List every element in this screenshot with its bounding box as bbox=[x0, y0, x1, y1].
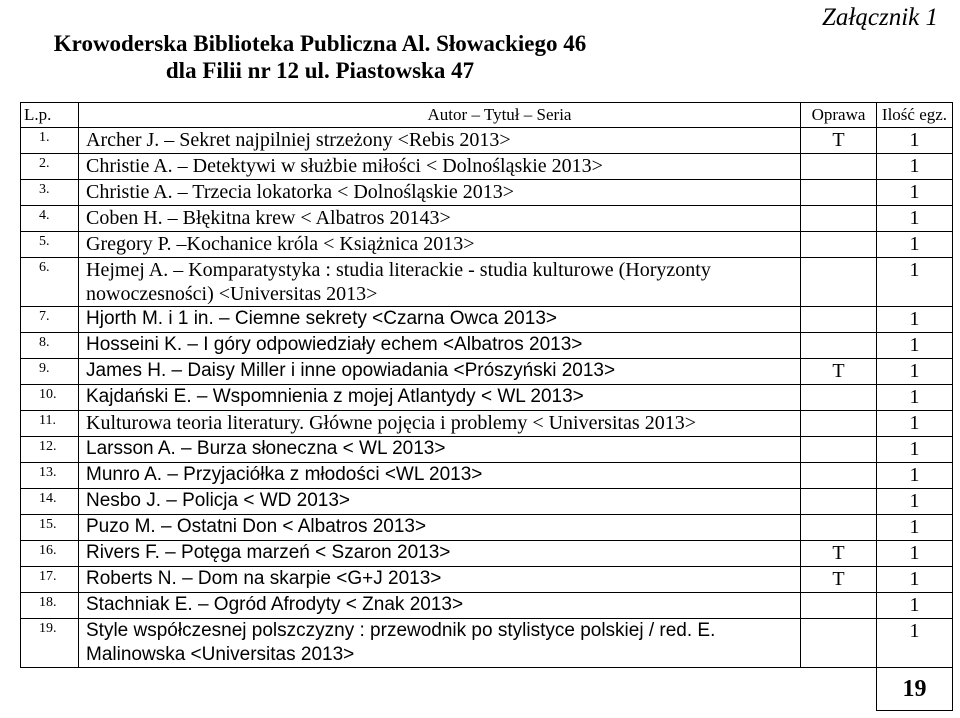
table-row bbox=[21, 593, 953, 619]
row-number: 2. bbox=[21, 154, 79, 180]
row-number: 19. bbox=[21, 619, 79, 668]
row-number: 8. bbox=[21, 333, 79, 359]
table-row bbox=[21, 180, 953, 206]
table-row bbox=[21, 463, 953, 489]
table-row bbox=[21, 411, 953, 437]
row-number: 16. bbox=[21, 541, 79, 567]
row-binding bbox=[801, 515, 877, 541]
row-quantity: 1 bbox=[877, 619, 953, 668]
row-number: 10. bbox=[21, 385, 79, 411]
row-title: Christie A. – Trzecia lokatorka < Dolnośląskie 2013> bbox=[79, 180, 801, 206]
row-quantity: 1 bbox=[877, 333, 953, 359]
row-binding: T bbox=[801, 541, 877, 567]
row-title: Style współczesnej polszczyzny : przewodnik po stylistyce polskiej / red. E. Malinowska <Universitas 2013> bbox=[79, 619, 801, 668]
table-row bbox=[21, 333, 953, 359]
row-number: 14. bbox=[21, 489, 79, 515]
annex-label: Załącznik 1 bbox=[822, 4, 938, 31]
total-row bbox=[21, 668, 953, 711]
row-quantity: 1 bbox=[877, 232, 953, 258]
row-number: 9. bbox=[21, 359, 79, 385]
row-quantity: 1 bbox=[877, 411, 953, 437]
row-quantity: 1 bbox=[877, 515, 953, 541]
row-title: Hjorth M. i 1 in. – Ciemne sekrety <Czarna Owca 2013> bbox=[79, 307, 801, 333]
row-title: Gregory P. –Kochanice króla < Książnica 2013> bbox=[79, 232, 801, 258]
row-quantity: 1 bbox=[877, 593, 953, 619]
row-binding bbox=[801, 333, 877, 359]
table-row bbox=[21, 619, 953, 668]
table-header-row bbox=[21, 103, 953, 128]
table-row bbox=[21, 489, 953, 515]
row-title: Larsson A. – Burza słoneczna < WL 2013> bbox=[79, 437, 801, 463]
row-number: 13. bbox=[21, 463, 79, 489]
table-row bbox=[21, 541, 953, 567]
row-number: 4. bbox=[21, 206, 79, 232]
row-quantity: 1 bbox=[877, 128, 953, 154]
row-title: Hejmej A. – Komparatystyka : studia literackie - studia kulturowe (Horyzonty nowoczesności) <Universitas 2013> bbox=[79, 258, 801, 307]
book-list-table bbox=[20, 102, 953, 711]
table-row bbox=[21, 206, 953, 232]
row-quantity: 1 bbox=[877, 258, 953, 307]
row-title: Rivers F. – Potęga marzeń < Szaron 2013> bbox=[79, 541, 801, 567]
table-row bbox=[21, 567, 953, 593]
row-title: Roberts N. – Dom na skarpie <G+J 2013> bbox=[79, 567, 801, 593]
row-quantity: 1 bbox=[877, 541, 953, 567]
row-title: Stachniak E. – Ogród Afrodyty < Znak 2013> bbox=[79, 593, 801, 619]
row-quantity: 1 bbox=[877, 154, 953, 180]
row-binding bbox=[801, 180, 877, 206]
row-binding: T bbox=[801, 359, 877, 385]
table-row bbox=[21, 154, 953, 180]
row-number: 1. bbox=[21, 128, 79, 154]
title-line-1: Krowoderska Biblioteka Publiczna Al. Słowackiego 46 bbox=[53, 31, 587, 56]
row-title: Hosseini K. – I góry odpowiedziały echem <Albatros 2013> bbox=[79, 333, 801, 359]
header-quantity: Ilość egz. bbox=[877, 103, 953, 128]
row-binding bbox=[801, 385, 877, 411]
row-binding: T bbox=[801, 567, 877, 593]
table-row bbox=[21, 258, 953, 307]
table-row bbox=[21, 128, 953, 154]
row-quantity: 1 bbox=[877, 206, 953, 232]
table-row bbox=[21, 232, 953, 258]
row-title: Archer J. – Sekret najpilniej strzeżony <Rebis 2013> bbox=[79, 128, 801, 154]
row-number: 6. bbox=[21, 258, 79, 307]
title-line-2: dla Filii nr 12 ul. Piastowska 47 bbox=[165, 58, 475, 83]
row-binding bbox=[801, 463, 877, 489]
row-quantity: 1 bbox=[877, 567, 953, 593]
row-binding bbox=[801, 258, 877, 307]
row-title: Nesbo J. – Policja < WD 2013> bbox=[79, 489, 801, 515]
row-title: Munro A. – Przyjaciółka z młodości <WL 2013> bbox=[79, 463, 801, 489]
row-quantity: 1 bbox=[877, 437, 953, 463]
row-number: 15. bbox=[21, 515, 79, 541]
table-row bbox=[21, 515, 953, 541]
row-number: 3. bbox=[21, 180, 79, 206]
table-row bbox=[21, 307, 953, 333]
row-binding bbox=[801, 619, 877, 668]
table-row bbox=[21, 385, 953, 411]
row-binding: T bbox=[801, 128, 877, 154]
header-binding: Oprawa bbox=[801, 103, 877, 128]
row-quantity: 1 bbox=[877, 307, 953, 333]
row-number: 5. bbox=[21, 232, 79, 258]
row-binding bbox=[801, 307, 877, 333]
row-binding bbox=[801, 232, 877, 258]
row-title: James H. – Daisy Miller i inne opowiadania <Prószyński 2013> bbox=[79, 359, 801, 385]
table-row bbox=[21, 359, 953, 385]
row-binding bbox=[801, 489, 877, 515]
row-title: Puzo M. – Ostatni Don < Albatros 2013> bbox=[79, 515, 801, 541]
row-binding bbox=[801, 437, 877, 463]
row-number: 12. bbox=[21, 437, 79, 463]
document-title bbox=[0, 30, 640, 84]
row-number: 18. bbox=[21, 593, 79, 619]
row-binding bbox=[801, 411, 877, 437]
total-count: 19 bbox=[877, 668, 953, 711]
row-title: Kajdański E. – Wspomnienia z mojej Atlantydy < WL 2013> bbox=[79, 385, 801, 411]
row-binding bbox=[801, 206, 877, 232]
row-title: Kulturowa teoria literatury. Główne pojęcia i problemy < Universitas 2013> bbox=[79, 411, 801, 437]
header-lp: L.p. bbox=[21, 103, 79, 128]
row-number: 11. bbox=[21, 411, 79, 437]
row-number: 7. bbox=[21, 307, 79, 333]
row-quantity: 1 bbox=[877, 180, 953, 206]
header-title: Autor – Tytuł – Seria bbox=[79, 103, 801, 128]
row-number: 17. bbox=[21, 567, 79, 593]
row-quantity: 1 bbox=[877, 489, 953, 515]
table-row bbox=[21, 437, 953, 463]
row-quantity: 1 bbox=[877, 359, 953, 385]
row-title: Coben H. – Błękitna krew < Albatros 20143> bbox=[79, 206, 801, 232]
row-binding bbox=[801, 593, 877, 619]
row-quantity: 1 bbox=[877, 385, 953, 411]
row-title: Christie A. – Detektywi w służbie miłości < Dolnośląskie 2013> bbox=[79, 154, 801, 180]
row-quantity: 1 bbox=[877, 463, 953, 489]
row-binding bbox=[801, 154, 877, 180]
